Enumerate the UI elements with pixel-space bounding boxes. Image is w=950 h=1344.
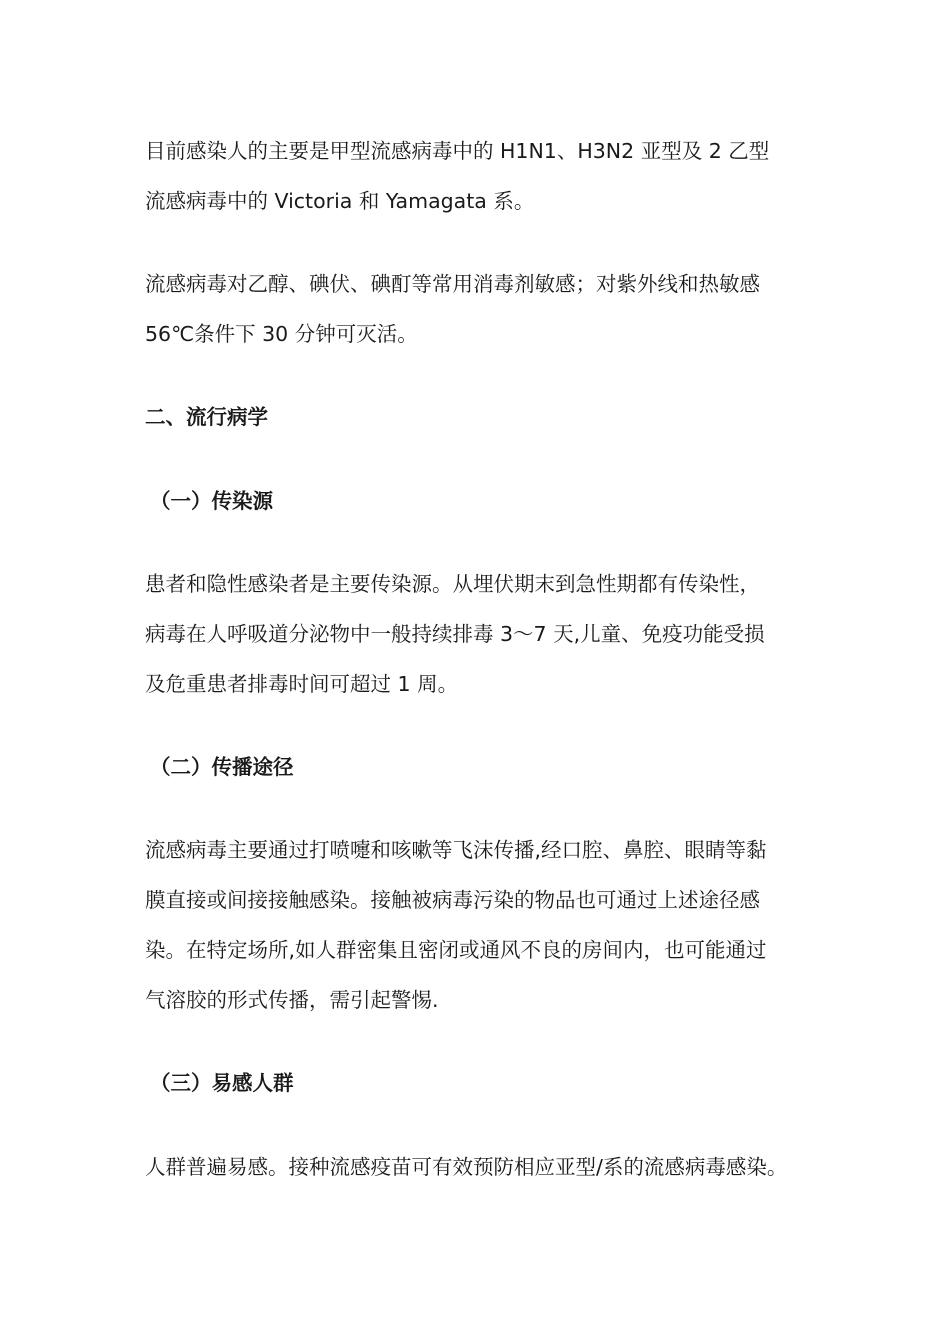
subsection-heading: （三）易感人群 [150,1071,294,1095]
subsection-heading: （二）传播途径 [150,755,294,779]
paragraph-line: 人群普遍易感。接种流感疫苗可有效预防相应亚型/系的流感病毒感染。 [145,1155,788,1179]
paragraph-line: 膜直接或间接接触感染。接触被病毒污染的物品也可通过上述途径感 [145,888,760,912]
paragraph-line: 染。在特定场所,如人群密集且密闭或通风不良的房间内，也可能通过 [145,938,767,962]
section-heading: 二、流行病学 [145,405,268,429]
paragraph-line: 气溶胶的形式传播，需引起警惕. [145,988,439,1012]
paragraph-line: 流感病毒对乙醇、碘伏、碘酊等常用消毒剂敏感；对紫外线和热敏感 [145,272,760,296]
paragraph-line: 56℃条件下 30 分钟可灭活。 [145,322,418,346]
paragraph-line: 患者和隐性感染者是主要传染源。从埋伏期末到急性期都有传染性， [145,572,760,596]
subsection-heading: （一）传染源 [150,489,273,513]
paragraph-line: 流感病毒中的 Victoria 和 Yamagata 系。 [145,189,535,213]
paragraph-line: 病毒在人呼吸道分泌物中一般持续排毒 3～7 天,儿童、免疫功能受损 [145,622,765,646]
paragraph-line: 流感病毒主要通过打喷嚏和咳嗽等飞沫传播,经口腔、鼻腔、眼睛等黏 [145,838,767,862]
paragraph-line: 及危重患者排毒时间可超过 1 周。 [145,672,459,696]
paragraph-line: 目前感染人的主要是甲型流感病毒中的 H1N1、H3N2 亚型及 2 乙型 [145,139,770,163]
